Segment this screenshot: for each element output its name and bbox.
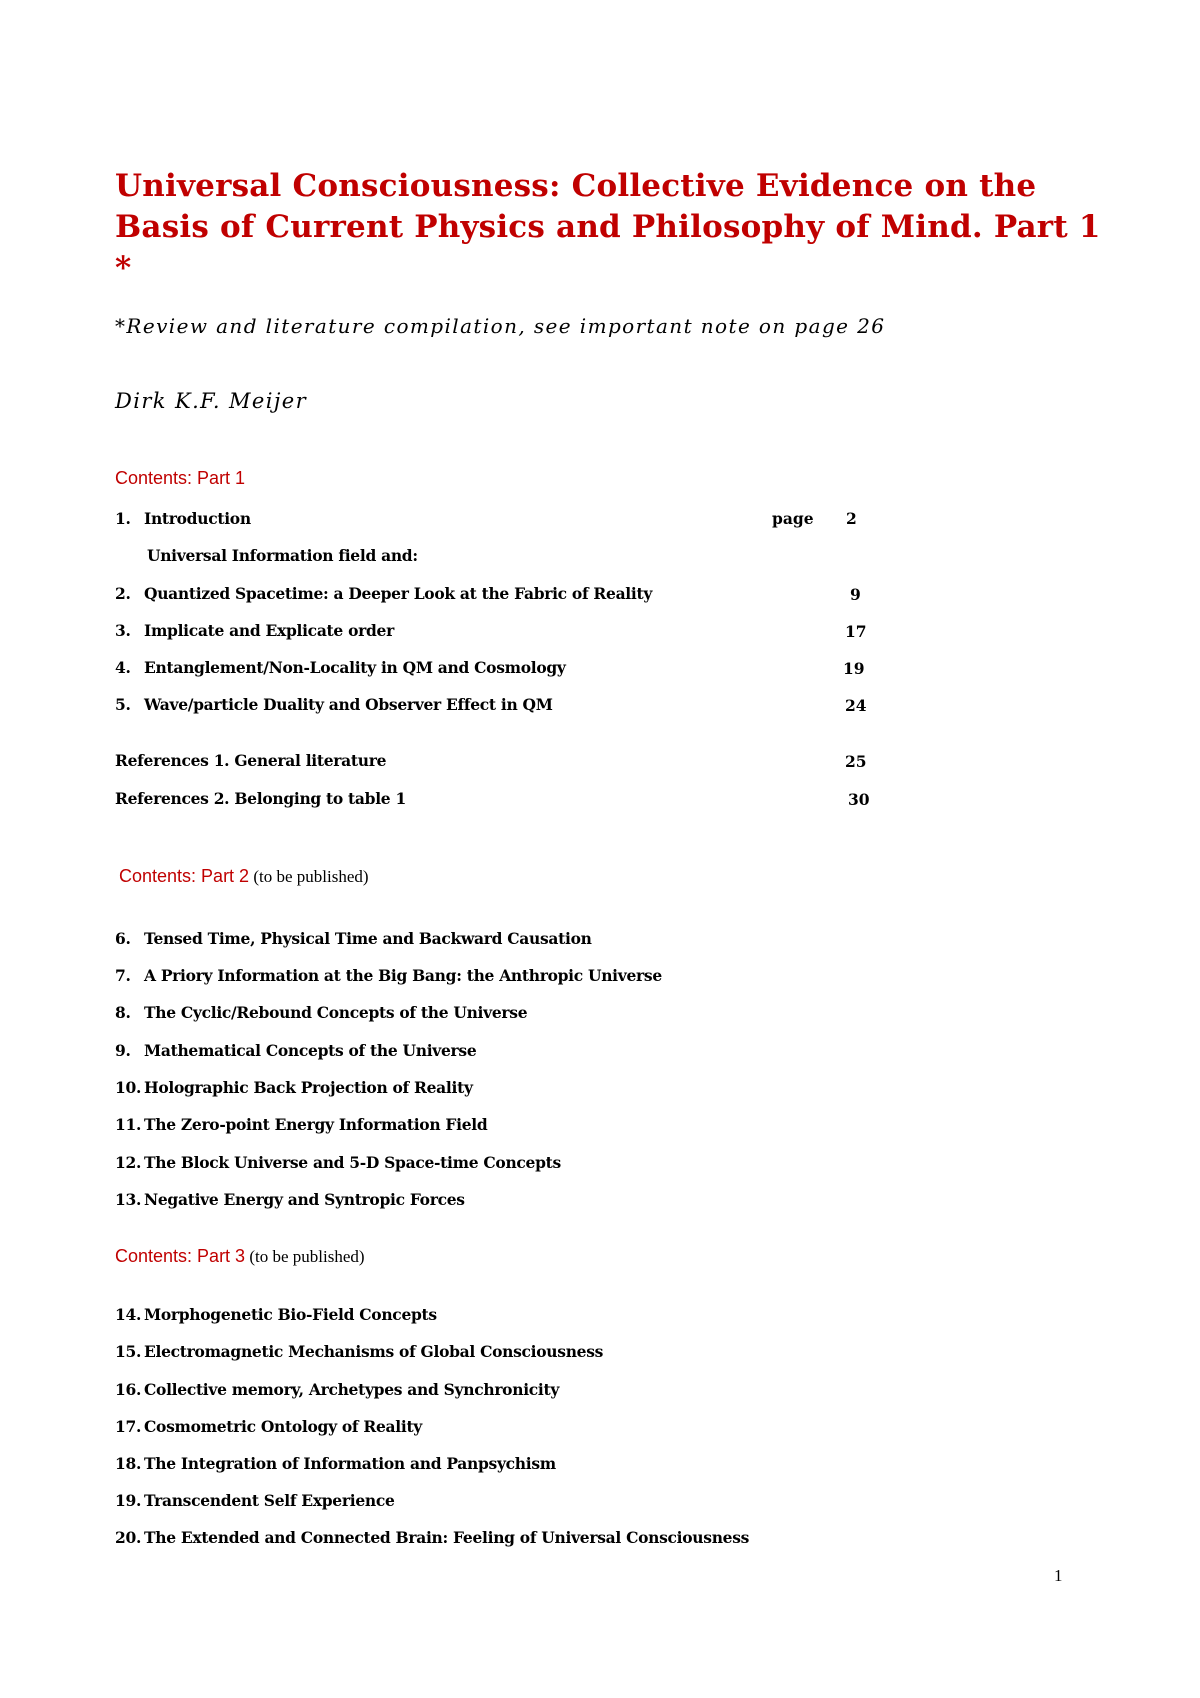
toc-item-page: 17 [845,622,867,641]
toc-item-number: 1. [115,509,131,528]
toc-item-13 [115,1190,465,1209]
toc-item-number: 16. [115,1380,142,1399]
toc-item-title: The Extended and Connected Brain: Feeling of Universal Consciousness [144,1528,750,1547]
page-column-label: page [772,509,814,528]
toc-item-title: Quantized Spacetime: a Deeper Look at the Fabric of Reality [144,584,653,603]
author-name: Dirk K.F. Meijer [115,389,308,413]
page-number: 1 [1054,1566,1063,1585]
toc-item-number: 2. [115,584,131,603]
toc-reference-1: References 1. General literature [115,751,387,770]
toc-item-page: 9 [850,585,861,604]
toc-item-title: Mathematical Concepts of the Universe [144,1041,477,1060]
toc-item-number: 18. [115,1454,142,1473]
toc-item-8 [115,1003,527,1022]
toc-item-page: 2 [846,509,857,528]
toc-item-number: 20. [115,1528,142,1547]
toc-item-title: Wave/particle Duality and Observer Effect in QM [144,695,553,714]
toc-reference-page: 25 [845,752,867,771]
toc-item-6 [115,929,592,948]
toc-reference-2: References 2. Belonging to table 1 [115,789,406,808]
toc-item-title: Implicate and Explicate order [144,621,394,640]
heading-note: (to be published) [249,867,369,886]
toc-item-16 [115,1380,559,1399]
contents-part3-heading [115,1246,365,1267]
toc-item-number: 8. [115,1003,131,1022]
toc-item-title: Introduction [144,509,251,528]
toc-item-10 [115,1078,473,1097]
toc-item-title: The Cyclic/Rebound Concepts of the Universe [144,1003,528,1022]
contents-part1-heading: Contents: Part 1 [115,468,246,488]
toc-item-number: 4. [115,658,131,677]
toc-item-1 [115,509,251,528]
toc-item-19 [115,1491,395,1510]
toc-item-number: 17. [115,1417,142,1436]
toc-reference-page: 30 [848,790,870,809]
toc-item-20 [115,1528,749,1547]
heading-label: Contents: Part 3 [115,1246,246,1266]
heading-note: (to be published) [245,1247,365,1266]
toc-item-number: 5. [115,695,131,714]
toc-item-3 [115,621,394,640]
toc-item-number: 10. [115,1078,142,1097]
toc-item-title: The Block Universe and 5-D Space-time Concepts [144,1153,561,1172]
toc-item-number: 15. [115,1342,142,1361]
toc-item-number: 14. [115,1305,142,1324]
toc-item-title: Morphogenetic Bio-Field Concepts [144,1305,437,1324]
toc-item-2 [115,584,652,603]
heading-label: Contents: Part 2 [119,866,250,886]
document-title: Universal Consciousness: Collective Evidence on the Basis of Current Physics and Philosophy of Mind. Part 1 * [115,168,1101,286]
toc-item-page: 19 [843,659,865,678]
toc-item-5 [115,695,553,714]
contents-part2-heading [119,866,369,887]
toc-item-4 [115,658,566,677]
toc-item-number: 13. [115,1190,142,1209]
toc-item-number: 12. [115,1153,142,1172]
toc-item-12 [115,1153,561,1172]
toc-item-9 [115,1041,476,1060]
toc-item-7 [115,966,662,985]
toc-item-17 [115,1417,422,1436]
toc-item-number: 6. [115,929,131,948]
toc-item-title: The Zero-point Energy Information Field [144,1115,488,1134]
toc-item-number: 3. [115,621,131,640]
toc-item-title: Transcendent Self Experience [144,1491,395,1510]
toc-item-number: 19. [115,1491,142,1510]
toc-item-title: Negative Energy and Syntropic Forces [144,1190,465,1209]
toc-item-title: Collective memory, Archetypes and Synchronicity [144,1380,560,1399]
toc-item-11 [115,1115,487,1134]
toc-item-title: A Priory Information at the Big Bang: the Anthropic Universe [144,966,662,985]
toc-item-title: Cosmometric Ontology of Reality [144,1417,423,1436]
toc-item-14 [115,1305,437,1324]
toc-item-number: 9. [115,1041,131,1060]
toc-item-title: Entanglement/Non-Locality in QM and Cosmology [144,658,566,677]
toc-item-18 [115,1454,556,1473]
toc-item-title: Holographic Back Projection of Reality [144,1078,473,1097]
toc-item-page: 24 [845,696,867,715]
document-subtitle: *Review and literature compilation, see important note on page 26 [115,314,886,338]
toc-item-title: Tensed Time, Physical Time and Backward Causation [144,929,592,948]
toc-item-15 [115,1342,603,1361]
toc-item-number: 7. [115,966,131,985]
toc-item-number: 11. [115,1115,142,1134]
toc-subheading: Universal Information field and: [147,546,418,565]
toc-item-title: Electromagnetic Mechanisms of Global Consciousness [144,1342,604,1361]
toc-item-title: The Integration of Information and Panpsychism [144,1454,556,1473]
